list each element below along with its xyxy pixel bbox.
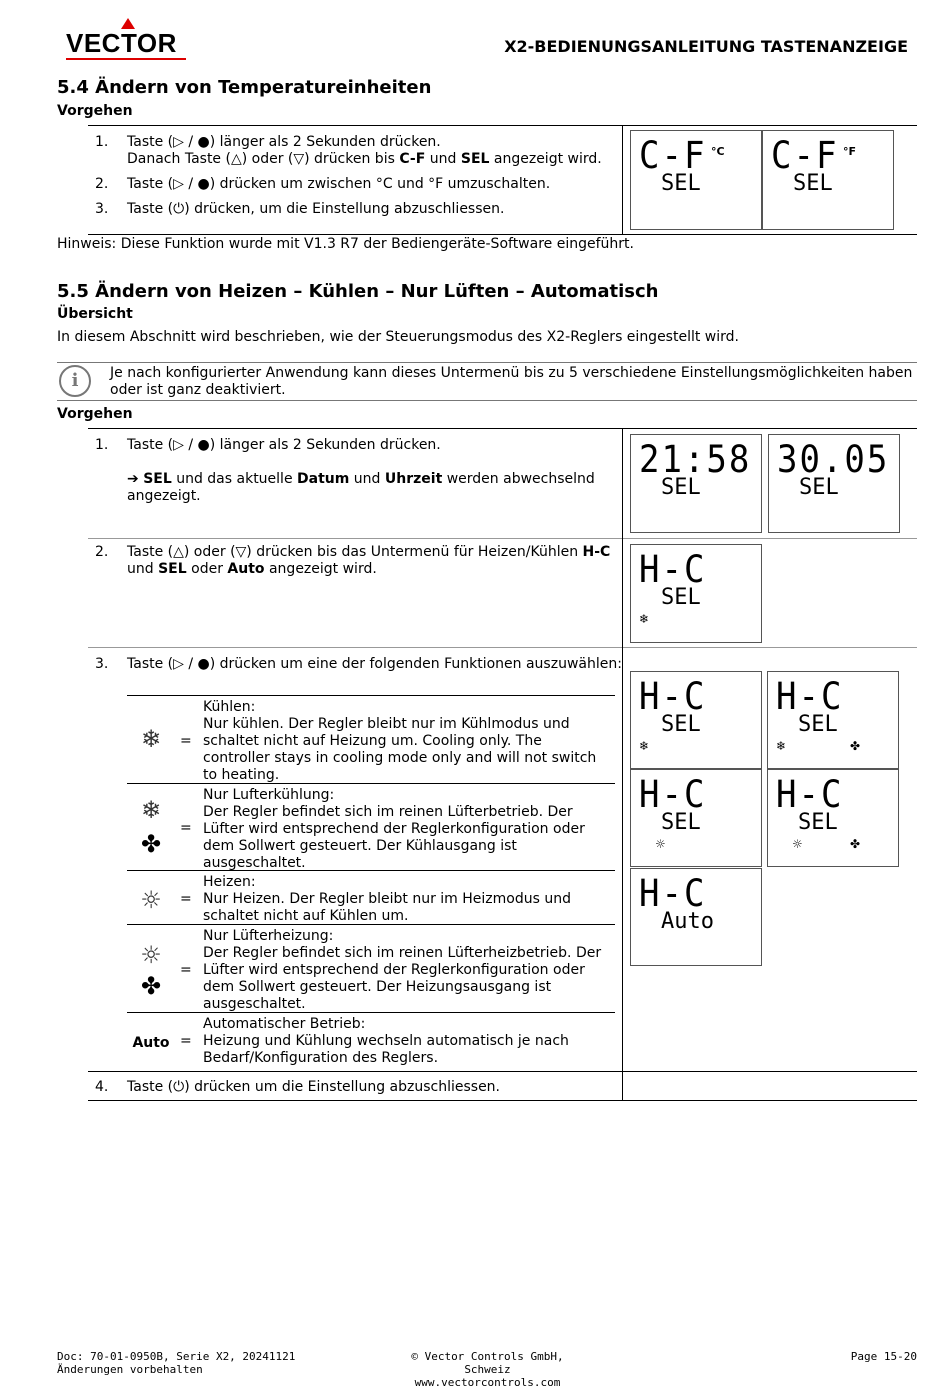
text-part: Danach Taste (△) oder (▽) drücken bis	[127, 151, 400, 167]
step-text: Taste (⏻) drücken, um die Einstellung abzuschliessen.	[127, 201, 505, 217]
bold-part: H-C	[582, 544, 611, 560]
lcd-main-text: 21:58	[639, 437, 752, 482]
lcd-unit: °C	[711, 145, 725, 158]
vector-logo	[66, 18, 191, 60]
bold-part: Auto	[227, 561, 265, 577]
snowflake-icon: ❄	[639, 612, 650, 626]
document-title: X2-BEDIENUNGSANLEITUNG TASTENANZEIGE	[504, 37, 908, 56]
info-rule	[57, 400, 917, 401]
sun-icon: ☼	[655, 837, 666, 851]
table-divider	[622, 428, 623, 1101]
section-5-4-heading: 5.4 Ändern von Temperatureinheiten	[57, 77, 432, 98]
text-part: angezeigt wird.	[489, 151, 602, 167]
text-part: angezeigt wird.	[264, 561, 377, 577]
lcd-unit: °F	[843, 145, 857, 158]
text-part: Taste (△) oder (▽) drücken bis das Untermenü für Heizen/Kühlen	[127, 544, 583, 560]
step-number: 1.	[95, 134, 109, 150]
mode-text: Nur Heizen. Der Regler bleibt nur im Heizmodus und schaltet nicht auf Kühlen um.	[203, 891, 571, 924]
lcd-main-text: H-C	[776, 772, 844, 817]
lcd-main-text: H-C	[639, 547, 707, 592]
lcd-sub-text: SEL	[799, 475, 839, 500]
mode-text: Der Regler befindet sich im reinen Lüfterheizbetrieb. Der Lüfter wird entsprechend der Reglerkonfiguration oder dem Sollwert gesteuert. Der Heizungsausgang ist ausgeschaltet.	[203, 945, 602, 1012]
lcd-display-hc-heat	[630, 769, 762, 867]
table-rule	[88, 1100, 917, 1101]
lcd-main-text: 30.05	[777, 437, 890, 482]
bold-part: Uhrzeit	[384, 471, 443, 487]
step-text: Taste (⏻) drücken um die Einstellung abzuschliessen.	[127, 1079, 501, 1095]
table-divider	[622, 125, 623, 235]
mode-rule	[127, 695, 615, 696]
equals-sign: =	[180, 820, 192, 836]
fan-icon: ✤	[850, 739, 861, 753]
mode-text: Nur kühlen. Der Regler bleibt nur im Kühlmodus und schaltet nicht auf Heizung um. Cooling only. The controller stays in cooling mode only and will not switch to heating.	[203, 716, 597, 783]
mode-fan-cooling-desc	[203, 787, 613, 872]
equals-sign: =	[180, 891, 192, 907]
table-rule	[88, 538, 917, 539]
lcd-sub-text: SEL	[798, 712, 838, 737]
lcd-sub-text: SEL	[661, 585, 701, 610]
snowflake-icon: ❄	[140, 725, 162, 753]
sun-icon: ☼	[140, 886, 162, 914]
s55-procedure-label: Vorgehen	[57, 406, 133, 422]
lcd-sub-text: SEL	[798, 810, 838, 835]
step-text: Taste (▷ / ●) drücken um zwischen °C und °F umzuschalten.	[127, 176, 551, 192]
step-number: 3.	[95, 201, 109, 217]
bold-part: C-F	[399, 151, 426, 167]
lcd-display-hc-auto	[630, 868, 762, 966]
table-rule	[88, 647, 917, 648]
lcd-main-text: C-F	[639, 133, 707, 178]
bold-part: SEL	[158, 561, 187, 577]
lcd-main-text: H-C	[776, 674, 844, 719]
section-5-5-heading: 5.5 Ändern von Heizen – Kühlen – Nur Lüften – Automatisch	[57, 281, 659, 302]
lcd-sub-text: SEL	[661, 475, 701, 500]
logo-text: VECTOR	[66, 28, 177, 58]
step-text	[127, 544, 622, 578]
step-text: Taste (▷ / ●) länger als 2 Sekunden drücken.	[127, 437, 441, 453]
lcd-main-text: H-C	[639, 772, 707, 817]
mode-text: Der Regler befindet sich im reinen Lüfterbetrieb. Der Lüfter wird entsprechend der Reglerkonfiguration oder dem Sollwert gesteuert. Der Kühlausgang ist ausgeschaltet.	[203, 804, 585, 871]
lcd-display-celsius	[630, 130, 762, 230]
table-rule	[88, 1071, 917, 1072]
step-number: 2.	[95, 544, 109, 560]
sun-icon: ☼	[140, 941, 162, 969]
lcd-sub-text: SEL	[661, 171, 701, 196]
doc-reference: Doc: 70-01-0950B, Serie X2, 20241121	[57, 1350, 296, 1363]
lcd-display-hc-cool-fan	[767, 671, 899, 769]
step-number: 3.	[95, 656, 109, 672]
step-text: Taste (▷ / ●) drücken um eine der folgenden Funktionen auszuwählen:	[127, 656, 622, 672]
step-number: 1.	[95, 437, 109, 453]
snowflake-icon: ❄	[140, 796, 162, 824]
arrow-icon: ➔	[127, 471, 144, 487]
text-part: und das aktuelle	[171, 471, 298, 487]
lcd-display-time	[630, 434, 762, 533]
mode-auto-desc	[203, 1016, 613, 1067]
page-number: Page 15-20	[850, 1350, 917, 1363]
text-part: oder	[186, 561, 228, 577]
step-text-2	[127, 151, 622, 168]
lcd-display-fahrenheit	[762, 130, 894, 230]
website-link[interactable]: www.vectorcontrols.com	[414, 1376, 561, 1389]
copyright: © Vector Controls GmbH, Schweiz	[411, 1350, 564, 1376]
lcd-display-hc-cool	[630, 671, 762, 769]
bold-part: SEL	[460, 151, 490, 167]
bold-part: Datum	[297, 471, 350, 487]
equals-sign: =	[180, 733, 192, 749]
text-part: und	[127, 561, 159, 577]
lcd-display-date	[768, 434, 900, 533]
bold-part: SEL	[143, 471, 172, 487]
step-number: 2.	[95, 176, 109, 192]
fan-icon: ✤	[850, 837, 861, 851]
lcd-sub-text: SEL	[661, 810, 701, 835]
lcd-main-text: C-F	[771, 133, 839, 178]
table-rule	[88, 125, 917, 126]
text-part: und	[425, 151, 461, 167]
info-icon: i	[59, 365, 91, 397]
mode-title: Nur Lüfterheizung:	[203, 928, 334, 944]
lcd-main-text: H-C	[639, 674, 707, 719]
mode-title: Kühlen:	[203, 699, 256, 715]
text-part: und	[349, 471, 385, 487]
lcd-sub-text: SEL	[661, 712, 701, 737]
equals-sign: =	[180, 1033, 192, 1049]
s55-overview-text: In diesem Abschnitt wird beschrieben, wie der Steuerungsmodus des X2-Reglers eingestellt wird.	[57, 329, 739, 345]
step-text: Taste (▷ / ●) länger als 2 Sekunden drücken.	[127, 134, 441, 150]
footer-left	[57, 1350, 295, 1376]
mode-title: Automatischer Betrieb:	[203, 1016, 366, 1032]
text-part: werden abwechselnd angezeigt.	[127, 471, 595, 504]
disclaimer: Änderungen vorbehalten	[57, 1363, 203, 1376]
equals-sign: =	[180, 962, 192, 978]
mode-title: Nur Lufterkühlung:	[203, 787, 335, 803]
step-result	[127, 471, 622, 505]
logo-underline	[66, 58, 186, 60]
info-rule	[57, 362, 917, 363]
table-rule	[88, 428, 917, 429]
lcd-sub-text: SEL	[793, 171, 833, 196]
lcd-main-text: H-C	[639, 871, 707, 916]
lcd-display-hc-heat-fan	[767, 769, 899, 867]
mode-cooling-desc	[203, 699, 613, 784]
fan-icon: ✤	[140, 972, 162, 1000]
mode-title: Heizen:	[203, 874, 256, 890]
lcd-sub-text: Auto	[661, 909, 714, 934]
mode-heating-desc	[203, 874, 613, 925]
mode-text: Heizung und Kühlung wechseln automatisch je nach Bedarf/Konfiguration des Reglers.	[203, 1033, 569, 1066]
sun-icon: ☼	[792, 837, 803, 851]
s54-procedure-label: Vorgehen	[57, 103, 133, 119]
info-text: Je nach konfigurierter Anwendung kann dieses Untermenü bis zu 5 verschiedene Einstellungsmöglichkeiten haben oder ist ganz deaktiviert.	[110, 365, 913, 398]
auto-label: Auto	[132, 1035, 170, 1051]
table-rule	[88, 234, 917, 235]
s54-note: Hinweis: Diese Funktion wurde mit V1.3 R7 der Bediengeräte-Software eingeführt.	[57, 236, 634, 252]
lcd-display-hc-cool	[630, 544, 762, 643]
fan-icon: ✤	[140, 830, 162, 858]
s55-overview-label: Übersicht	[57, 306, 133, 322]
mode-fan-heating-desc	[203, 928, 613, 1013]
snowflake-icon: ❄	[776, 739, 787, 753]
step-number: 4.	[95, 1079, 109, 1095]
snowflake-icon: ❄	[639, 739, 650, 753]
footer-center	[395, 1350, 580, 1389]
